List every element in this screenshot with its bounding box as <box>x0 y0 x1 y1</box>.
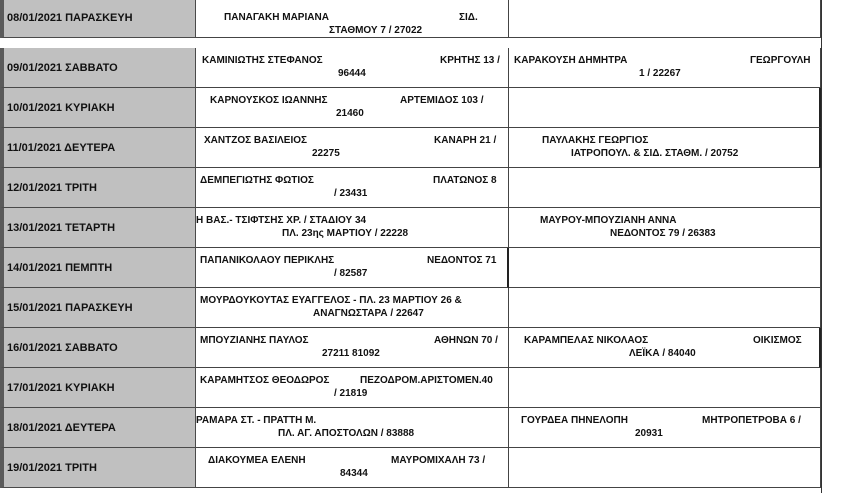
date-cell[interactable] <box>0 448 196 488</box>
pharmacy-address: ΜΗΤΡΟΠΕΤΡΟΒΑ 6 / <box>702 415 801 426</box>
date-cell[interactable] <box>0 368 196 408</box>
pharmacy-address-cont: 20931 <box>635 428 663 439</box>
pharmacy-cell-1[interactable] <box>196 48 509 88</box>
pharmacy-cell-2[interactable] <box>509 368 821 408</box>
pharmacy-cell-1[interactable] <box>196 328 509 368</box>
table-row <box>0 0 861 38</box>
table-row <box>0 48 861 88</box>
pharmacy-name: ΧΑΝΤΖΟΣ ΒΑΣΙΛΕΙΟΣ <box>204 135 308 146</box>
table-row <box>0 448 861 488</box>
pharmacy-address-cont: ΠΛ. 23ης ΜΑΡΤΙΟΥ / 22228 <box>282 228 409 239</box>
pharmacy-address: ΓΕΩΡΓΟΥΛΗ <box>750 55 811 66</box>
pharmacy-cell-1[interactable] <box>196 448 509 488</box>
date-cell[interactable] <box>0 208 196 248</box>
pharmacy-name: ΔΕΜΠΕΓΙΩΤΗΣ ΦΩΤΙΟΣ <box>200 175 314 186</box>
pharmacy-cell-1[interactable] <box>196 88 509 128</box>
pharmacy-address-cont: 84344 <box>340 468 368 479</box>
date-label: 13/01/2021 ΤΕΤΑΡΤΗ <box>7 221 116 234</box>
date-label: 16/01/2021 ΣΑΒΒΑΤΟ <box>7 341 118 354</box>
date-cell[interactable] <box>0 88 196 128</box>
pharmacy-name: Η ΒΑΣ.- ΤΣΙΦΤΣΗΣ ΧΡ. / ΣΤΑΔΙΟΥ 34 <box>196 215 367 226</box>
date-label: 14/01/2021 ΠΕΜΠΤΗ <box>7 261 113 274</box>
pharmacy-name: ΚΑΡΑΜΗΤΣΟΣ ΘΕΟΔΩΡΟΣ <box>200 375 330 386</box>
pharmacy-address: ΜΑΥΡΟΜΙΧΑΛΗ 73 / <box>391 455 486 466</box>
pharmacy-address-cont: / 21819 <box>334 388 368 399</box>
pharmacy-name: ΚΑΡΝΟΥΣΚΟΣ ΙΩΑΝΝΗΣ <box>210 95 328 106</box>
pharmacy-cell-2[interactable] <box>509 128 821 168</box>
pharmacy-cell-2[interactable] <box>509 248 821 288</box>
date-label: 15/01/2021 ΠΑΡΑΣΚΕΥΗ <box>7 301 133 314</box>
pharmacy-address-cont: 21460 <box>336 108 364 119</box>
date-cell[interactable] <box>0 0 196 38</box>
date-label: 19/01/2021 ΤΡΙΤΗ <box>7 461 97 474</box>
pharmacy-cell-2[interactable] <box>509 208 821 248</box>
date-label: 10/01/2021 ΚΥΡΙΑΚΗ <box>7 101 115 114</box>
date-label: 11/01/2021 ΔΕΥΤΕΡΑ <box>7 141 116 154</box>
pharmacy-cell-1[interactable] <box>196 0 509 38</box>
table-row <box>0 128 861 168</box>
pharmacy-name: ΚΑΡΑΚΟΥΣΗ ΔΗΜΗΤΡΑ <box>514 55 628 66</box>
table-row <box>0 328 861 368</box>
pharmacy-address: ΚΑΝΑΡΗ 21 / <box>434 135 497 146</box>
pharmacy-name: ΔΙΑΚΟΥΜΕΑ ΕΛΕΝΗ <box>208 455 306 466</box>
pharmacy-cell-1[interactable] <box>196 368 509 408</box>
date-cell[interactable] <box>0 328 196 368</box>
pharmacy-address-cont: ΣΤΑΘΜΟΥ 7 / 27022 <box>329 25 423 36</box>
date-cell[interactable] <box>0 248 196 288</box>
pharmacy-cell-2[interactable] <box>509 88 821 128</box>
pharmacy-address: ΚΡΗΤΗΣ 13 / <box>440 55 500 66</box>
date-cell[interactable] <box>0 48 196 88</box>
pharmacy-cell-2[interactable] <box>509 448 821 488</box>
pharmacy-address-cont: 27211 81092 <box>322 348 380 359</box>
table-row <box>0 168 861 208</box>
pharmacy-name: ΚΑΡΑΜΠΕΛΑΣ ΝΙΚΟΛΑΟΣ <box>524 335 649 346</box>
pharmacy-address-cont: ΝΕΔΟΝΤΟΣ 79 / 26383 <box>610 228 716 239</box>
pharmacy-address: ΝΕΔΟΝΤΟΣ 71 <box>427 255 497 266</box>
table-row <box>0 88 861 128</box>
pharmacy-address: ΠΕΖΟΔΡΟΜ.ΑΡΙΣΤΟΜΕΝ.40 <box>360 375 493 386</box>
date-cell[interactable] <box>0 408 196 448</box>
pharmacy-cell-2[interactable] <box>509 48 821 88</box>
pharmacy-cell-2[interactable] <box>509 408 821 448</box>
pharmacy-cell-1[interactable] <box>196 248 509 288</box>
column-divider <box>821 0 822 493</box>
pharmacy-name: ΜΠΟΥΖΙΑΝΗΣ ΠΑΥΛΟΣ <box>200 335 309 346</box>
pharmacy-cell-2[interactable] <box>509 168 821 208</box>
pharmacy-cell-2[interactable] <box>509 328 821 368</box>
pharmacy-name: ΡΑΜΑΡΑ ΣΤ. - ΠΡΑΤΤΗ Μ. <box>196 415 317 426</box>
pharmacy-address-cont: 22275 <box>312 148 340 159</box>
pharmacy-name: ΓΟΥΡΔΕΑ ΠΗΝΕΛΟΠΗ <box>521 415 628 426</box>
pharmacy-name: ΜΟΥΡΔΟΥΚΟΥΤΑΣ ΕΥΑΓΓΕΛΟΣ - ΠΛ. 23 ΜΑΡΤΙΟΥ 26 & <box>200 295 462 306</box>
pharmacy-name: ΠΑΠΑΝΙΚΟΛΑΟΥ ΠΕΡΙΚΛΗΣ <box>200 255 335 266</box>
pharmacy-address-cont: ΑΝΑΓΝΩΣΤΑΡΑ / 22647 <box>313 308 424 319</box>
date-label: 18/01/2021 ΔΕΥΤΕΡΑ <box>7 421 116 434</box>
pharmacy-address: ΣΙΔ. <box>459 12 478 23</box>
pharmacy-name: ΠΑΝΑΓΑΚΗ ΜΑΡΙΑΝΑ <box>224 12 329 23</box>
pharmacy-address: ΑΡΤΕΜΙΔΟΣ 103 / <box>400 95 484 106</box>
date-label: 12/01/2021 ΤΡΙΤΗ <box>7 181 97 194</box>
date-label: 08/01/2021 ΠΑΡΑΣΚΕΥΗ <box>7 11 133 24</box>
pharmacy-address: ΟΙΚΙΣΜΟΣ <box>753 335 802 346</box>
pharmacy-cell-2[interactable] <box>509 0 821 38</box>
pharmacy-cell-1[interactable] <box>196 408 509 448</box>
date-label: 17/01/2021 ΚΥΡΙΑΚΗ <box>7 381 115 394</box>
pharmacy-cell-1[interactable] <box>196 208 509 248</box>
pharmacy-name: ΠΑΥΛΑΚΗΣ ΓΕΩΡΓΙΟΣ <box>542 135 649 146</box>
pharmacy-address-cont: ΙΑΤΡΟΠΟΥΛ. & ΣΙΔ. ΣΤΑΘΜ. / 20752 <box>571 148 739 159</box>
pharmacy-address-cont: 1 / 22267 <box>639 68 681 79</box>
pharmacy-cell-1[interactable] <box>196 168 509 208</box>
pharmacy-cell-2[interactable] <box>509 288 821 328</box>
date-cell[interactable] <box>0 168 196 208</box>
pharmacy-address-cont: ΠΛ. ΑΓ. ΑΠΟΣΤΟΛΩΝ / 83888 <box>278 428 415 439</box>
date-cell[interactable] <box>0 288 196 328</box>
pharmacy-address-cont: / 82587 <box>334 268 368 279</box>
pharmacy-address: ΠΛΑΤΩΝΟΣ 8 <box>433 175 497 186</box>
pharmacy-address: ΑΘΗΝΩΝ 70 / <box>434 335 498 346</box>
table-row <box>0 408 861 448</box>
pharmacy-address-cont: / 23431 <box>334 188 368 199</box>
pharmacy-cell-1[interactable] <box>196 288 509 328</box>
table-row <box>0 288 861 328</box>
table-row <box>0 248 861 288</box>
table-row <box>0 368 861 408</box>
date-cell[interactable] <box>0 128 196 168</box>
pharmacy-address-cont: ΛΕΪΚΑ / 84040 <box>629 348 696 359</box>
pharmacy-name: ΜΑΥΡΟΥ-ΜΠΟΥΖΙΑΝΗ ΑΝΝΑ <box>540 215 677 226</box>
pharmacy-name: ΚΑΜΙΝΙΩΤΗΣ ΣΤΕΦΑΝΟΣ <box>202 55 323 66</box>
pharmacy-cell-1[interactable] <box>196 128 509 168</box>
date-label: 09/01/2021 ΣΑΒΒΑΤΟ <box>7 61 118 74</box>
pharmacy-address-cont: 96444 <box>338 68 366 79</box>
table-row <box>0 208 861 248</box>
